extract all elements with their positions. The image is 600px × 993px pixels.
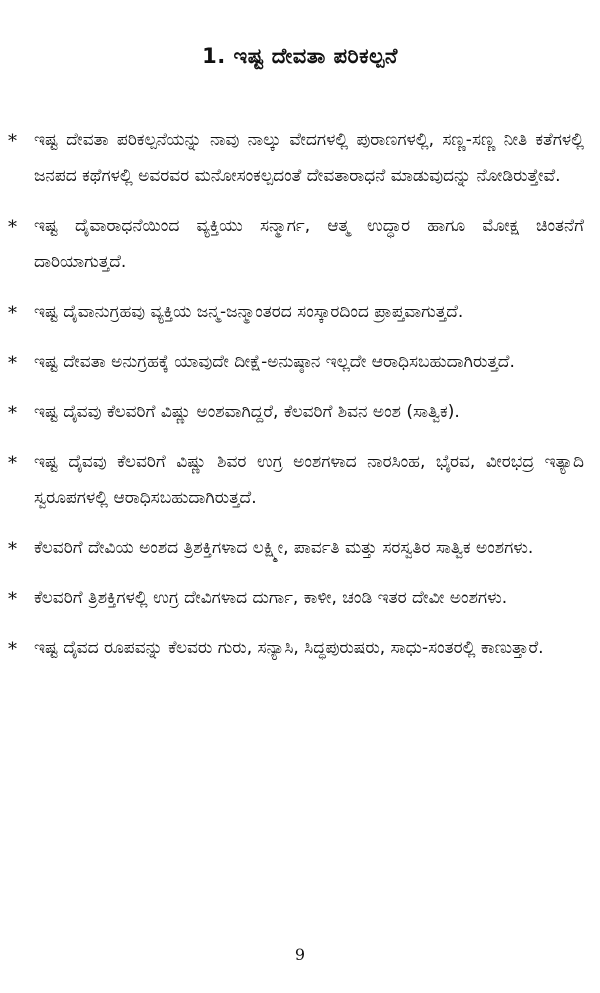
- list-item-text: ಕೆಲವರಿಗೆ ತ್ರಿಶಕ್ತಿಗಳಲ್ಲಿ ಉಗ್ರ ದೇವಿಗಳಾದ ದುರ್ಗಾ, ಕಾಳೀ, ಚಂಡಿ ಇತರ ದೇವೀ ಅಂಶಗಳು.: [34, 588, 508, 608]
- asterisk-bullet: *: [8, 539, 17, 560]
- list-item: [0, 344, 600, 380]
- list-item: [0, 294, 600, 330]
- list-item-text: ಇಷ್ಟ ದೇವತಾ ಪರಿಕಲ್ಪನೆಯನ್ನು ನಾವು ನಾಲ್ಕು ವೇದಗಳಲ್ಲಿ ಪುರಾಣಗಳಲ್ಲಿ, ಸಣ್ಣ-ಸಣ್ಣ ನೀತಿ ಕತೆಗಳಲ್ಲಿ ಜನಪದ ಕಥೆಗಳಲ್ಲಿ ಅವರವರ ಮನೋಸಂಕಲ್ಪದಂತೆ ದೇವತಾರಾಧನೆ ಮಾಡುವುದನ್ನು ನೋಡಿರುತ್ತೇವೆ.: [34, 130, 584, 186]
- list-item: [0, 208, 600, 280]
- list-item: [0, 580, 600, 616]
- list-item-text: ಇಷ್ಟ ದೈವದ ರೂಪವನ್ನು ಕೆಲವರು ಗುರು, ಸನ್ಯಾಸಿ, ಸಿದ್ಧಪುರುಷರು, ಸಾಧು-ಸಂತರಲ್ಲಿ ಕಾಣುತ್ತಾರೆ.: [34, 638, 544, 658]
- list-item-text: ಇಷ್ಟ ದೈವವು ಕೆಲವರಿಗೆ ವಿಷ್ಣು ಶಿವರ ಉಗ್ರ ಅಂಶಗಳಾದ ನಾರಸಿಂಹ, ಭೈರವ, ವೀರಭದ್ರ ಇತ್ಯಾದಿ ಸ್ವರೂಪಗಳಲ್ಲಿ ಆರಾಧಿಸಬಹುದಾಗಿರುತ್ತದೆ.: [34, 452, 584, 508]
- list-item: [0, 444, 600, 516]
- bullet-list: [0, 122, 600, 680]
- list-item-text: ಕೆಲವರಿಗೆ ದೇವಿಯ ಅಂಶದ ತ್ರಿಶಕ್ತಿಗಳಾದ ಲಕ್ಷ್ಮೀ, ಪಾರ್ವತಿ ಮತ್ತು ಸರಸ್ವತಿರ ಸಾತ್ವಿಕ ಅಂಶಗಳು.: [34, 538, 534, 558]
- asterisk-bullet: *: [8, 639, 17, 660]
- list-item: [0, 530, 600, 566]
- asterisk-bullet: *: [8, 353, 17, 374]
- asterisk-bullet: *: [8, 217, 17, 238]
- list-item-text: ಇಷ್ಟ ದೈವಾರಾಧನೆಯಿಂದ ವ್ಯಕ್ತಿಯು ಸನ್ಮಾರ್ಗ, ಆತ್ಮ ಉದ್ಧಾರ ಹಾಗೂ ಮೋಕ್ಷ ಚಿಂತನೆಗೆ ದಾರಿಯಾಗುತ್ತದೆ.: [34, 216, 584, 272]
- asterisk-bullet: *: [8, 453, 17, 474]
- asterisk-bullet: *: [8, 131, 17, 152]
- page-number: 9: [294, 945, 306, 964]
- asterisk-bullet: *: [8, 303, 17, 324]
- list-item-text: ಇಷ್ಟ ದೈವವು ಕೆಲವರಿಗೆ ವಿಷ್ಣು ಅಂಶವಾಗಿದ್ದರೆ, ಕೆಲವರಿಗೆ ಶಿವನ ಅಂಶ (ಸಾತ್ವಿಕ).: [34, 402, 460, 422]
- list-item-text: ಇಷ್ಟ ದೇವತಾ ಅನುಗ್ರಹಕ್ಕೆ ಯಾವುದೇ ದೀಕ್ಷೆ-ಅನುಷ್ಠಾನ ಇಲ್ಲದೇ ಆರಾಧಿಸಬಹುದಾಗಿರುತ್ತದೆ.: [34, 352, 515, 372]
- list-item: [0, 394, 600, 430]
- chapter-title: 1. ಇಷ್ಟ ದೇವತಾ ಪರಿಕಲ್ಪನೆ: [202, 44, 398, 68]
- list-item: [0, 630, 600, 666]
- asterisk-bullet: *: [8, 589, 17, 610]
- asterisk-bullet: *: [8, 403, 17, 424]
- list-item: [0, 122, 600, 194]
- list-item-text: ಇಷ್ಟ ದೈವಾನುಗ್ರಹವು ವ್ಯಕ್ತಿಯ ಜನ್ಮ-ಜನ್ಮಾಂತರದ ಸಂಸ್ಕಾರದಿಂದ ಪ್ರಾಪ್ತವಾಗುತ್ತದೆ.: [34, 302, 464, 322]
